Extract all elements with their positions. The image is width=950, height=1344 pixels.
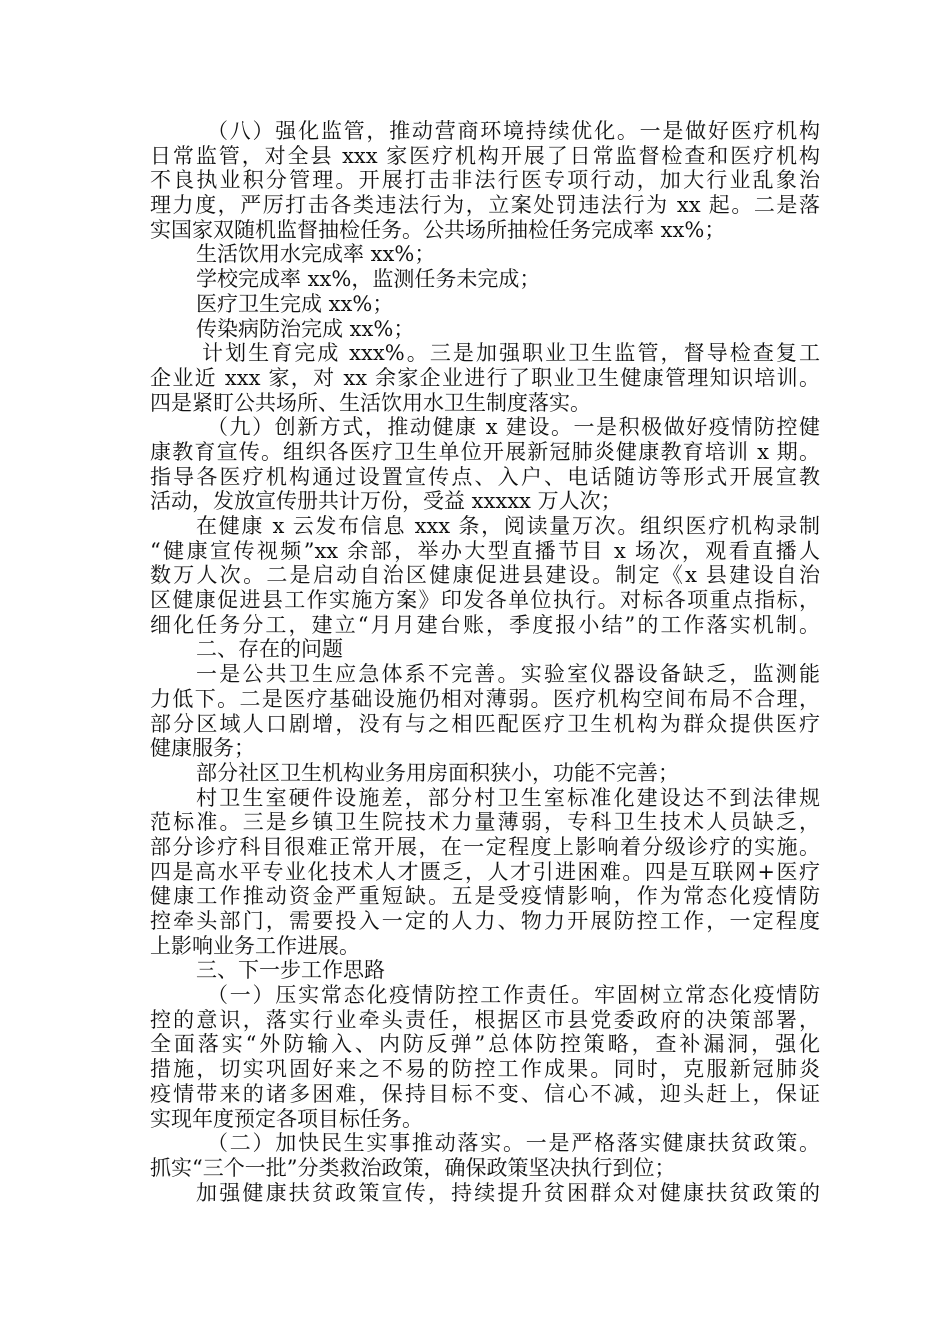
text-line: 计划生育完成 xxx%。三是加强职业卫生监管，督导检查复工 [202, 341, 820, 366]
text-line: 传染病防治完成 xx%； [196, 316, 415, 341]
text-line: 在健康 x 云发布信息 xxx 条，阅读量万次。组织医疗机构录制 [196, 514, 820, 538]
text-line: 加强健康扶贫政策宣传，持续提升贫困群众对健康扶贫政策的 [196, 1180, 820, 1205]
body-text [150, 119, 820, 1205]
text-line: （二）加快民生实事推动落实。一是严格落实健康扶贫政策。 [207, 1131, 820, 1156]
text-line: 企业近 xxx 家，对 xx 余家企业进行了职业卫生健康管理知识培训。 [150, 365, 820, 390]
text-line: 上影响业务工作进展。 [150, 933, 360, 958]
text-line: 健康服务； [150, 736, 255, 761]
text-line: 健康工作推动资金严重短缺。五是受疫情影响，作为常态化疫情防 [150, 884, 820, 909]
text-line: 数万人次。二是启动自治区健康促进县建设。制定《x 县建设自治 [150, 563, 820, 588]
text-line: 生活饮用水完成率 xx%； [196, 242, 436, 267]
text-line: 不良执业积分管理。开展打击非法行医专项行动，加大行业乱象治 [150, 168, 820, 193]
text-line: 细化任务分工，建立“月月建台账，季度报小结”的工作落实机制。 [150, 612, 820, 637]
text-line: 部分诊疗科目很难正常开展，在一定程度上影响着分级诊疗的实施。 [150, 834, 820, 859]
text-line: 三、下一步工作思路 [196, 958, 385, 983]
text-line: 医疗卫生完成 xx%； [196, 291, 394, 316]
text-line: 活动，发放宣传册共计万份，受益 xxxxx 万人次； [150, 489, 622, 514]
text-line: 部分区域人口剧增，没有与之相匹配医疗卫生机构为群众提供医疗 [150, 711, 820, 736]
text-line: 力低下。二是医疗基础设施仍相对薄弱。医疗机构空间布局不合理， [150, 686, 820, 711]
text-line: （八）强化监管，推动营商环境持续优化。一是做好医疗机构 [207, 119, 820, 143]
text-line: 抓实“三个一批”分类救治政策，确保政策坚决执行到位； [150, 1155, 676, 1180]
text-line: 实现年度预定各项目标任务。 [150, 1106, 423, 1131]
text-line: 理力度，严厉打击各类违法行为，立案处罚违法行为 xx 起。二是落 [150, 193, 820, 218]
text-line: 二、存在的问题 [196, 637, 343, 662]
text-line: 指导各医疗机构通过设置宣传点、入户、电话随访等形式开展宣教 [150, 464, 820, 489]
text-line: 区健康促进县工作实施方案》印发各单位执行。对标各项重点指标， [150, 588, 820, 613]
text-line: 控的意识，落实行业牵头责任，根据区市县党委政府的决策部署， [150, 1007, 820, 1032]
text-line: 四是紧盯公共场所、生活饮用水卫生制度落实。 [150, 390, 591, 415]
text-line: 控牵头部门，需要投入一定的人力、物力开展防控工作，一定程度 [150, 909, 820, 933]
text-line: 疫情带来的诸多困难，保持目标不变、信心不减，迎头赶上，保证 [150, 1081, 820, 1106]
text-line: 实国家双随机监督抽检任务。公共场所抽检任务完成率 xx%； [150, 217, 726, 242]
text-line: （九）创新方式，推动健康 x 建设。一是积极做好疫情防控健 [207, 415, 820, 440]
text-line: （一）压实常态化疫情防控工作责任。牢固树立常态化疫情防 [207, 983, 820, 1008]
text-line: 范标准。三是乡镇卫生院技术力量薄弱，专科卫生技术人员缺乏， [150, 810, 820, 835]
text-line: “健康宣传视频”xx 余部，举办大型直播节目 x 场次，观看直播人 [150, 538, 820, 563]
text-line: 部分社区卫生机构业务用房面积狭小，功能不完善； [196, 760, 679, 785]
text-line: 学校完成率 xx%，监测任务未完成； [196, 267, 541, 292]
text-line: 日常监管，对全县 xxx 家医疗机构开展了日常监督检查和医疗机构 [150, 143, 820, 168]
text-line: 四是高水平专业化技术人才匮乏，人才引进困难。四是互联网+医疗 [150, 859, 820, 884]
text-line: 康教育宣传。组织各医疗卫生单位开展新冠肺炎健康教育培训 x 期。 [150, 439, 820, 464]
text-line: 村卫生室硬件设施差，部分村卫生室标准化建设达不到法律规 [196, 785, 820, 810]
text-line: 一是公共卫生应急体系不完善。实验室仪器设备缺乏，监测能 [196, 662, 820, 687]
text-line: 全面落实“外防输入、内防反弹”总体防控策略，查补漏洞，强化 [150, 1032, 820, 1057]
text-line: 措施，切实巩固好来之不易的防控工作成果。同时，克服新冠肺炎 [150, 1057, 820, 1082]
